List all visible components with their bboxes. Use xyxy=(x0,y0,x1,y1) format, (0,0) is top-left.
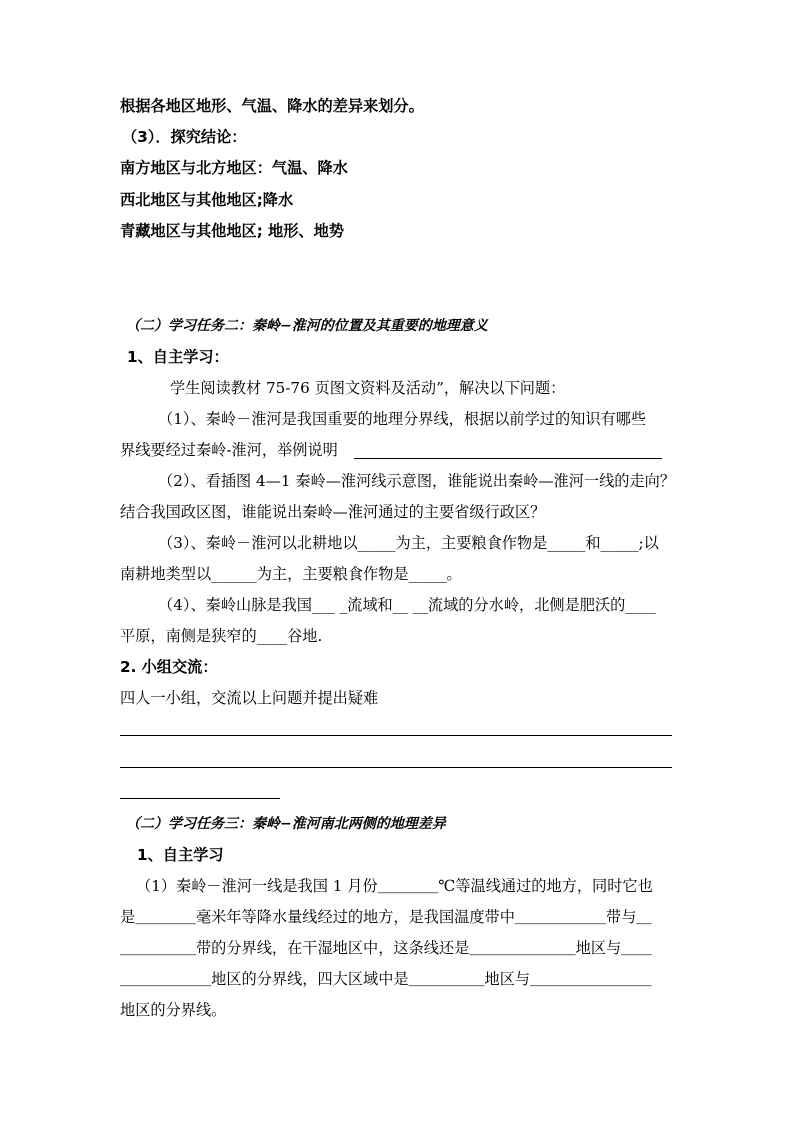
task2-q2-line2: 结合我国政区图，谁能说出秦岭—淮河通过的主要省级行政区？ xyxy=(120,503,546,521)
task3-line-4: ＿＿＿＿＿＿地区的分界线，四大区域中是＿＿＿＿＿地区与＿＿＿＿＿＿＿＿ xyxy=(120,970,652,988)
task2-heading: （二）学习任务二：秦岭−淮河的位置及其重要的地理意义 xyxy=(126,318,488,334)
conclusion-3: 青藏地区与其他地区; 地形、地势 xyxy=(120,222,344,240)
conclusion-heading: （3）．探究结论： xyxy=(122,128,247,146)
blank-line-3 xyxy=(120,798,280,799)
task3-line-5: 地区的分界线。 xyxy=(120,1001,227,1019)
task2-q1-line1: （1）、秦岭－淮河是我国重要的地理分界线，根据以前学过的知识有哪些 xyxy=(158,410,647,428)
blank-line-1 xyxy=(120,735,672,736)
task2-q3-line1: （3）、秦岭－淮河以北耕地以_____为主，主要粮食作物是_____和_____;以 xyxy=(158,534,659,552)
task2-reading: 学生阅读教材 75-76 页图文资料及活动”，解决以下问题： xyxy=(170,379,566,397)
task3-line-2: 是＿＿＿＿毫米年等降水量线经过的地方，是我国温度带中＿＿＿＿＿＿带与＿ xyxy=(120,908,652,926)
conclusion-2: 西北地区与其他地区;降水 xyxy=(120,191,294,209)
task2-sub2: 2. 小组交流： xyxy=(120,658,218,676)
conclusion-1: 南方地区与北方地区：气温、降水 xyxy=(120,159,348,177)
task2-q1-line2: 界线要经过秦岭-淮河，举例说明 xyxy=(120,441,338,459)
task2-group-text: 四人一小组，交流以上问题并提出疑难 xyxy=(120,689,379,707)
intro-text: 根据各地区地形、气温、降水的差异来划分。 xyxy=(120,97,424,115)
task2-q4-line1: （4）、秦岭山脉是我国___ _流域和__ __流域的分水岭，北侧是肥沃的____ xyxy=(158,596,656,614)
task3-sub1: 1、自主学习 xyxy=(137,846,224,864)
task2-q2-line1: （2）、看插图 4—1 秦岭—淮河线示意图，谁能说出秦岭—淮河一线的走向？ xyxy=(158,472,676,490)
answer-underline xyxy=(354,458,662,459)
task2-q3-line2: 南耕地类型以______为主，主要粮食作物是_____。 xyxy=(120,565,462,583)
blank-line-2 xyxy=(120,767,672,768)
task3-line-1: （1）秦岭－淮河一线是我国 1 月份＿＿＿＿℃等温线通过的地方，同时它也 xyxy=(136,877,653,895)
task3-heading: （二）学习任务三：秦岭−淮河南北两侧的地理差异 xyxy=(126,816,446,832)
task2-q4-line2: 平原，南侧是狭窄的____谷地. xyxy=(120,627,323,645)
task2-sub1: 1、自主学习： xyxy=(127,348,229,366)
task3-line-3: ＿＿＿＿＿带的分界线，在干湿地区中，这条线还是＿＿＿＿＿＿＿地区与＿＿ xyxy=(120,939,652,957)
